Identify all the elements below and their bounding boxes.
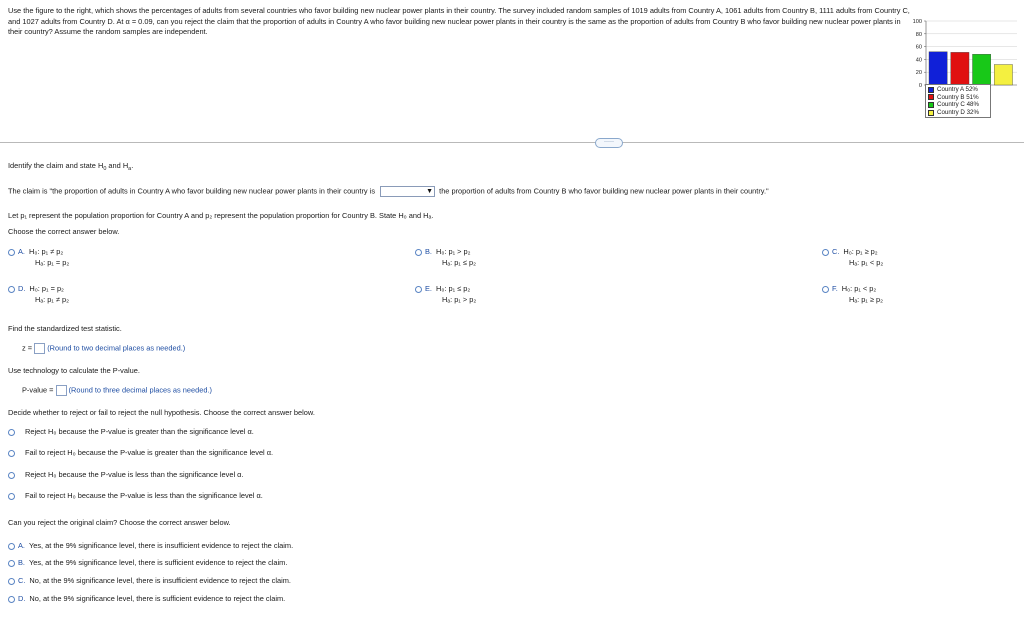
radio-icon[interactable] — [822, 286, 829, 293]
q5-option-a[interactable]: A. Yes, at the 9% significance level, there is insufficient evidence to reject the claim. — [8, 541, 293, 550]
section-divider — [0, 142, 1024, 143]
y-tick-label: 80 — [915, 31, 922, 38]
radio-icon[interactable] — [8, 543, 15, 550]
q1-choose: Choose the correct answer below. — [8, 227, 120, 236]
radio-icon[interactable] — [8, 286, 15, 293]
q5-prompt: Can you reject the original claim? Choose the correct answer below. — [8, 518, 231, 527]
z-input[interactable] — [34, 343, 45, 354]
dropdown-arrow-icon: ▼ — [426, 188, 434, 195]
p-hint: (Round to three decimal places as needed.) — [68, 385, 212, 395]
legend-item: Country A 52% — [928, 86, 988, 94]
bar-country-a — [929, 52, 947, 85]
q5-option-b[interactable]: B. Yes, at the 9% significance level, there is sufficient evidence to reject the claim. — [8, 558, 287, 567]
y-tick-label: 0 — [918, 83, 922, 89]
q5-option-c[interactable]: C. No, at the 9% significance level, there is insufficient evidence to reject the claim. — [8, 576, 291, 585]
q4-prompt: Decide whether to reject or fail to reject the null hypothesis. Choose the correct answer below. — [8, 408, 315, 417]
z-answer-row: z = (Round to two decimal places as needed.) — [22, 343, 186, 353]
y-tick-label: 60 — [915, 44, 922, 51]
radio-icon[interactable] — [8, 429, 15, 436]
q1-option-b[interactable]: B. H₀: p₁ > p₂ Hₐ: p₁ ≤ p₂ — [415, 246, 476, 268]
bar-country-b — [951, 52, 969, 85]
q4-option-2[interactable]: Fail to reject H₀ because the P-value is greater than the significance level α. — [8, 448, 273, 457]
q1-option-c[interactable]: C. H₀: p₁ ≥ p₂ Hₐ: p₁ < p₂ — [822, 246, 883, 268]
legend-item: Country D 32% — [928, 109, 988, 117]
q4-option-4[interactable]: Fail to reject H₀ because the P-value is less than the significance level α. — [8, 491, 263, 500]
legend-item: Country B 51% — [928, 94, 988, 102]
radio-icon[interactable] — [415, 286, 422, 293]
problem-statement: Use the figure to the right, which shows the percentages of adults from several countries who favor building new nuclear power plants in their country. The survey included random samples of 1019 adults from Country A, 1061 adults from Country B, 1111 adults from Country C, and 1027 adults from Country D. At α = 0.09, can you reject the claim that the proportion of adults in Country A who favor building new nuclear power plants in their country is the same as the proportion of adults from Country B who favor building new nuclear power plants in their country? Assume the random samples are independent. — [8, 6, 910, 36]
p-answer-row: P-value = (Round to three decimal places as needed.) — [22, 385, 212, 395]
radio-icon[interactable] — [8, 450, 15, 457]
radio-icon[interactable] — [8, 578, 15, 585]
q4-option-1[interactable]: Reject H₀ because the P-value is greater than the significance level α. — [8, 427, 254, 436]
radio-icon[interactable] — [415, 249, 422, 256]
radio-icon[interactable] — [822, 249, 829, 256]
bar-country-d — [994, 65, 1012, 85]
legend-item: Country C 48% — [928, 101, 988, 109]
legend-swatch — [928, 87, 934, 93]
q1-option-e[interactable]: E. H₀: p₁ ≤ p₂ Hₐ: p₁ > p₂ — [415, 283, 476, 305]
define-proportions: Let p₁ represent the population proportion for Country A and p₂ represent the population proportion for Country B. State H₀ and Hₐ. — [8, 211, 434, 220]
q1-option-d[interactable]: D. H₀: p₁ = p₂ Hₐ: p₁ ≠ p₂ — [8, 283, 69, 305]
claim-sentence: The claim is "the proportion of adults in Country A who favor building new nuclear power plants in their country is ▼ the proportion of adults from Country B who favor building new nuclear power plants in their country." — [8, 186, 769, 196]
p-value-input[interactable] — [56, 385, 67, 396]
q1-option-f[interactable]: F. H₀: p₁ < p₂ Hₐ: p₁ ≥ p₂ — [822, 283, 883, 305]
z-hint: (Round to two decimal places as needed.) — [47, 343, 186, 353]
bar-country-c — [973, 54, 991, 85]
legend-swatch — [928, 102, 934, 108]
claim-relation-dropdown[interactable] — [380, 186, 435, 197]
legend-swatch — [928, 110, 934, 116]
radio-icon[interactable] — [8, 596, 15, 603]
y-tick-label: 40 — [915, 57, 922, 64]
q1-option-a[interactable]: A. H₀: p₁ ≠ p₂ Hₐ: p₁ = p₂ — [8, 246, 69, 268]
q4-option-3[interactable]: Reject H₀ because the P-value is less than the significance level α. — [8, 470, 244, 479]
radio-icon[interactable] — [8, 493, 15, 500]
radio-icon[interactable] — [8, 249, 15, 256]
q1-prompt: Identify the claim and state $H_0$ and $H_a$. — [8, 161, 134, 172]
legend-swatch — [928, 94, 934, 100]
radio-icon[interactable] — [8, 472, 15, 479]
q3-prompt: Use technology to calculate the P-value. — [8, 366, 140, 375]
chart-legend — [925, 84, 991, 118]
expand-toggle[interactable]: ····· — [595, 138, 623, 148]
y-tick-label: 20 — [915, 70, 922, 77]
q2-prompt: Find the standardized test statistic. — [8, 324, 122, 333]
radio-icon[interactable] — [8, 560, 15, 567]
y-tick-label: 100 — [912, 19, 922, 25]
q5-option-d[interactable]: D. No, at the 9% significance level, there is sufficient evidence to reject the claim. — [8, 594, 285, 603]
